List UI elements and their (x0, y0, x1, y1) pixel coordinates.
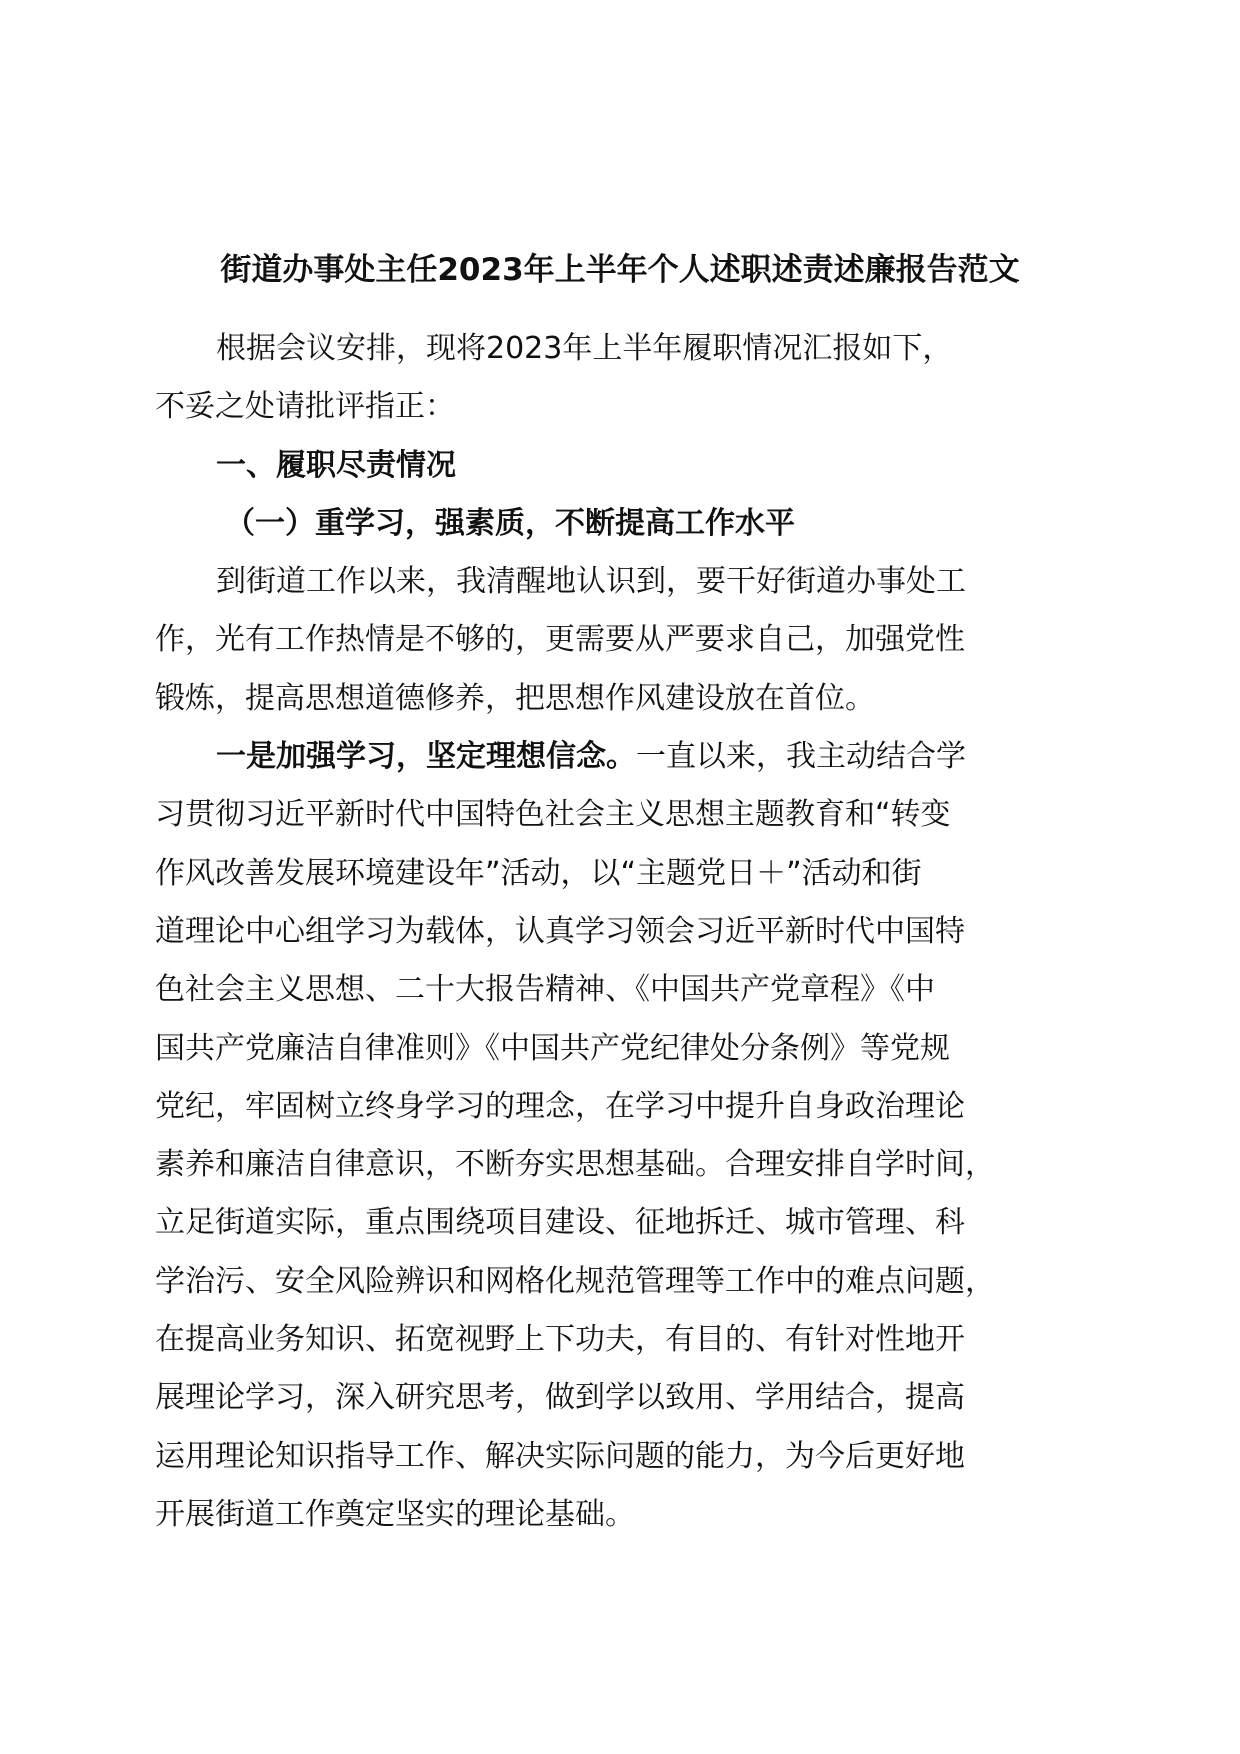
paragraph-line: 素养和廉洁自律意识，不断夯实思想基础。合理安排自学时间， (155, 1147, 995, 1183)
subsection-heading: （一）重学习，强素质，不断提高工作水平 (225, 505, 795, 541)
paragraph-line: 锻炼，提高思想道德修养，把思想作风建设放在首位。 (155, 680, 875, 716)
paragraph-line: 色社会主义思想、二十大报告精神、《中国共产党章程》《中 (155, 972, 935, 1008)
paragraph-lead-bold: 一是加强学习，坚定理想信念。 (216, 739, 636, 775)
section-heading: 一、履职尽责情况 (216, 447, 456, 483)
paragraph-line: 开展街道工作奠定坚实的理论基础。 (155, 1496, 635, 1532)
paragraph-line: 作，光有工作热情是不够的，更需要从严要求自己，加强党性 (155, 622, 965, 658)
document-body (155, 320, 1095, 1544)
paragraph-line: 习贯彻习近平新时代中国特色社会主义思想主题教育和“转变 (155, 797, 951, 833)
paragraph-line (155, 728, 1095, 786)
paragraph-text: 一直以来，我主动结合学 (636, 739, 966, 775)
paragraph-line: 立足街道实际，重点围绕项目建设、征地拆迁、城市管理、科 (155, 1205, 965, 1241)
intro-line: 不妥之处请批评指正： (155, 389, 455, 425)
paragraph-line: 到街道工作以来，我清醒地认识到，要干好街道办事处工 (216, 564, 966, 600)
paragraph-line: 国共产党廉洁自律准则》《中国共产党纪律处分条例》等党规 (155, 1030, 950, 1066)
paragraph-line: 展理论学习，深入研究思考，做到学以致用、学用结合，提高 (155, 1380, 965, 1416)
paragraph-line: 在提高业务知识、拓宽视野上下功夫，有目的、有针对性地开 (155, 1322, 965, 1358)
paragraph-line: 学治污、安全风险辨识和网格化规范管理等工作中的难点问题， (155, 1263, 995, 1299)
paragraph-line: 运用理论知识指导工作、解决实际问题的能力，为今后更好地 (155, 1438, 965, 1474)
paragraph-line: 道理论中心组学习为载体，认真学习领会习近平新时代中国特 (155, 913, 965, 949)
intro-line: 根据会议安排，现将2023年上半年履职情况汇报如下， (216, 331, 953, 366)
paragraph-line: 党纪，牢固树立终身学习的理念，在学习中提升自身政治理论 (155, 1088, 965, 1124)
paragraph-line: 作风改善发展环境建设年”活动，以“主题党日＋”活动和街 (155, 855, 922, 891)
document-title: 街道办事处主任2023年上半年个人述职述责述廉报告范文 (220, 252, 1020, 288)
